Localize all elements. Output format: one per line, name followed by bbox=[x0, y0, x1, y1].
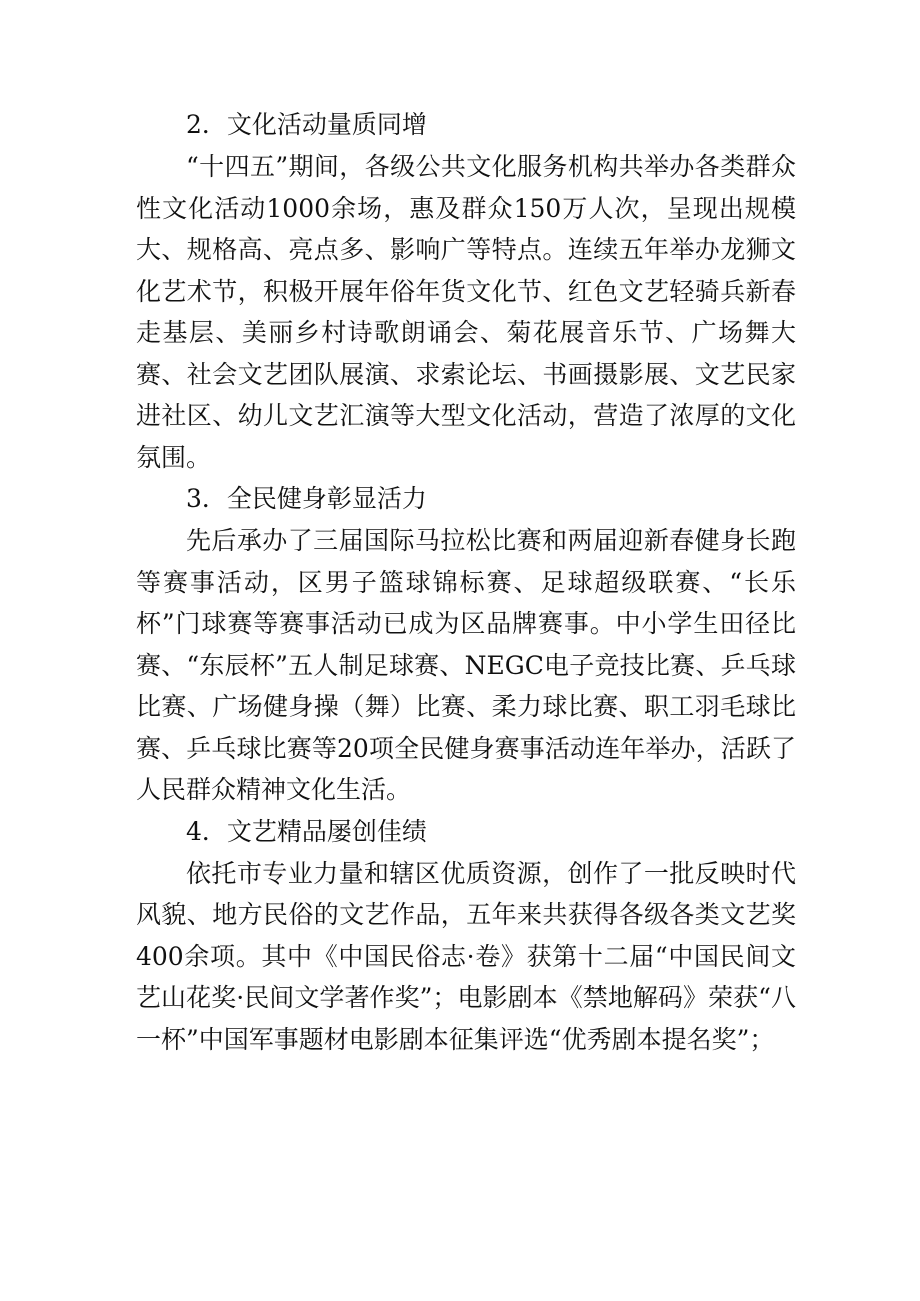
section-heading-cultural-activities: 2．文化活动量质同增 bbox=[186, 110, 427, 139]
section-heading-fitness: 3．全民健身彰显活力 bbox=[186, 484, 427, 513]
section-heading-art-works: 4．文艺精品屡创佳绩 bbox=[186, 816, 427, 846]
section-body-cultural-activities: “十四五”期间，各级公共文化服务机构共举办各类群众性文化活动1000余场，惠及群众150万人次，呈现出规模大、规格高、亮点多、影响广等特点。连续五年举办龙狮文化艺术节，积极开展年俗年货文化节、红色文艺轻骑兵新春走基层、美丽乡村诗歌朗诵会、菊花展音乐节、广场舞大赛、社会文艺团队展演、求索论坛、书画摄影展、文艺民家进社区、幼儿文艺汇演等大型文化活动，营造了浓厚的文化氛围。 bbox=[136, 152, 796, 472]
section-body-art-works: 依托市专业力量和辖区优质资源，创作了一批反映时代风貌、地方民俗的文艺作品，五年来共获得各级各类文艺奖400余项。其中《中国民俗志·卷》获第十二届“中国民间文艺山花奖·民间文学著作奖”；电影剧本《禁地解码》荣获“八一杯”中国军事题材电影剧本征集评选“优秀剧本提名奖”； bbox=[136, 858, 796, 1054]
section-body-fitness: 先后承办了三届国际马拉松比赛和两届迎新春健身长跑等赛事活动，区男子篮球锦标赛、足球超级联赛、“长乐杯”门球赛等赛事活动已成为区品牌赛事。中小学生田径比赛、“东辰杯”五人制足球赛、NEGC电子竞技比赛、乒乓球比赛、广场健身操（舞）比赛、柔力球比赛、职工羽毛球比赛、乒乓球比赛等20项全民健身赛事活动连年举办，活跃了人民群众精神文化生活。 bbox=[136, 526, 796, 804]
document-page bbox=[136, 104, 796, 1060]
